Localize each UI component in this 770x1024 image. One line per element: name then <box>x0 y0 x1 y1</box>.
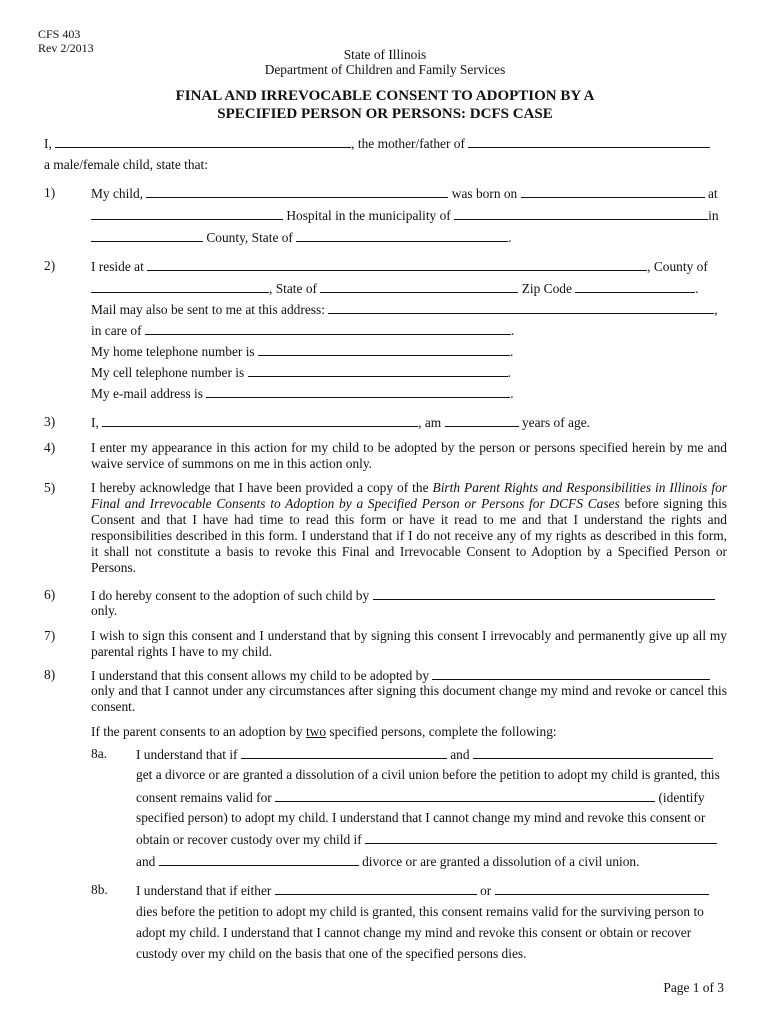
s1-line3 <box>91 229 512 246</box>
s8-two-b: specified persons, complete the following: <box>329 724 557 739</box>
county-state-label: County, State of <box>206 230 293 245</box>
s8-two-persons <box>91 724 557 740</box>
s2-line3 <box>91 301 718 318</box>
years-label: years of age. <box>521 415 590 430</box>
at-label: at <box>707 186 718 201</box>
parent-name-field-2[interactable] <box>102 414 418 427</box>
am-label: , am <box>418 415 442 430</box>
s8b-line2: dies before the petition to adopt my child is granted, this consent remains valid for the surviving person to <box>136 904 704 919</box>
intro-line1 <box>44 135 710 152</box>
section-5-number: 5) <box>44 480 56 495</box>
cell-phone-field[interactable] <box>248 364 508 377</box>
s3-i-label: I, <box>91 415 99 430</box>
s2-line1 <box>91 258 708 275</box>
section-3-number: 3) <box>44 414 56 429</box>
s8a-valid-for-label: consent remains valid for <box>136 790 272 805</box>
s8b-or-label: or <box>480 883 492 898</box>
section-8-number: 8) <box>44 667 56 682</box>
s8a-line5 <box>136 831 717 848</box>
intro-line2: a male/female child, state that: <box>44 157 208 172</box>
adoptive-person-field-2[interactable] <box>432 667 710 680</box>
child-name-field-2[interactable] <box>146 185 448 198</box>
s5-text-b: before signing this Consent and that I have had time to read this form or have it read to me and that I understand the rights and responsibilities described in this form. I understand that if I do not receive any of my rights as described in this form, it shall not constitute a basis to revoke this Final and Irrevocable Consent to Adoption by a Specified Person or Persons. <box>91 496 727 575</box>
s2-line6 <box>91 364 511 381</box>
section-8b-number: 8b. <box>91 882 108 897</box>
hospital-label: Hospital in the municipality of <box>286 208 451 223</box>
s6-only: only. <box>91 603 118 618</box>
s8-two-a: If the parent consents to an adoption by <box>91 724 303 739</box>
custody-person-2-field[interactable] <box>159 853 359 866</box>
state-of-label: , State of <box>269 281 317 296</box>
s3-line <box>91 414 590 431</box>
period: . <box>507 365 511 380</box>
zip-label: Zip Code <box>521 281 572 296</box>
reside-label: I reside at <box>91 259 144 274</box>
zip-code-field[interactable] <box>575 280 695 293</box>
in-label: in <box>708 208 719 223</box>
s1-line2 <box>91 207 719 224</box>
comma: , <box>714 302 718 317</box>
birth-county-field[interactable] <box>91 229 203 242</box>
email-label: My e-mail address is <box>91 386 203 401</box>
s2-line2 <box>91 280 699 297</box>
section-6-number: 6) <box>44 587 56 602</box>
parent-name-field[interactable] <box>55 135 351 148</box>
s8-line1 <box>91 667 710 684</box>
s8b-if-either-label: I understand that if either <box>136 883 272 898</box>
s8a-line3 <box>136 789 705 806</box>
s8a-line6 <box>136 853 639 870</box>
s1-line1 <box>91 185 718 202</box>
adoptive-person-field[interactable] <box>373 587 715 600</box>
s8a-line4: specified person) to adopt my child. I understand that I cannot change my mind and revoke this consent or <box>136 810 706 825</box>
s8b-line3: adopt my child. I understand that I cannot change my mind and revoke this consent or obtain or recover <box>136 925 692 940</box>
mail-address-label: Mail may also be sent to me at this address: <box>91 302 325 317</box>
s8-two-underlined: two <box>305 724 327 739</box>
s5-text-a: I hereby acknowledge that I have been provided a copy of the <box>91 480 429 495</box>
email-field[interactable] <box>206 385 510 398</box>
either-person-1-field[interactable] <box>275 882 477 895</box>
form-number: CFS 403 <box>38 27 81 41</box>
section-2-number: 2) <box>44 258 56 273</box>
intro-i-label: I, <box>44 136 52 151</box>
specified-person-2-field[interactable] <box>473 746 713 759</box>
my-child-label: My child, <box>91 186 144 201</box>
section-5-text <box>91 480 727 576</box>
specified-person-1-field[interactable] <box>241 746 447 759</box>
s8a-identify-label: (identify <box>658 790 705 805</box>
s8b-line4: custody over my child on the basis that one of the specified persons dies. <box>136 946 527 961</box>
s8a-if-label: I understand that if <box>136 747 238 762</box>
period: . <box>695 281 699 296</box>
birth-date-field[interactable] <box>521 185 705 198</box>
mother-father-label: , the mother/father of <box>351 136 465 151</box>
section-4-number: 4) <box>44 440 56 455</box>
home-phone-field[interactable] <box>258 343 510 356</box>
s8b-line1 <box>136 882 709 899</box>
section-1-number: 1) <box>44 185 56 200</box>
section-7-text: I wish to sign this consent and I understand that by signing this consent I irrevocably and permanently give up all my parental rights I have to my child. <box>91 628 727 659</box>
residence-county-field[interactable] <box>91 280 269 293</box>
mail-address-field[interactable] <box>328 301 714 314</box>
county-of-label: , County of <box>647 259 708 274</box>
department-name: Department of Children and Family Services <box>264 62 506 77</box>
period: . <box>508 230 512 245</box>
child-name-field[interactable] <box>468 135 710 148</box>
either-person-2-field[interactable] <box>495 882 709 895</box>
s8-line2: only and that I cannot under any circumstances after signing this document change my mind and revoke or cancel this consent. <box>91 683 727 714</box>
s8a-divorce-label: divorce or are granted a dissolution of a civil union. <box>362 854 640 869</box>
age-field[interactable] <box>445 414 519 427</box>
hospital-field[interactable] <box>91 207 283 220</box>
born-on-label: was born on <box>451 186 518 201</box>
residence-address-field[interactable] <box>147 258 647 271</box>
birth-state-field[interactable] <box>296 229 508 242</box>
s5-italic-title: Birth Parent Rights and Responsibilities in Illinois for Final and Irrevocable Consents to Adoption by a Specified Person or Persons for DCFS Cases <box>91 480 727 511</box>
section-8a-number: 8a. <box>91 746 107 761</box>
cell-phone-label: My cell telephone number is <box>91 365 245 380</box>
page-number: Page 1 of 3 <box>663 980 724 995</box>
period: . <box>510 344 514 359</box>
s8a-obtain-label: obtain or recover custody over my child if <box>136 832 362 847</box>
residence-state-field[interactable] <box>320 280 518 293</box>
s8a-line1 <box>136 746 713 763</box>
municipality-field[interactable] <box>454 207 708 220</box>
form-revision: Rev 2/2013 <box>38 41 94 55</box>
s2-line5 <box>91 343 513 360</box>
period: . <box>510 386 514 401</box>
s8a-and-label: and <box>450 747 470 762</box>
care-of-field[interactable] <box>145 322 511 335</box>
s6-consent-label: I do hereby consent to the adoption of such child by <box>91 588 370 603</box>
form-title-line1: FINAL AND IRREVOCABLE CONSENT TO ADOPTION BY A <box>175 88 595 104</box>
home-phone-label: My home telephone number is <box>91 344 255 359</box>
s2-line4 <box>91 322 514 339</box>
surviving-person-field[interactable] <box>275 789 655 802</box>
state-name: State of Illinois <box>343 47 427 62</box>
custody-person-1-field[interactable] <box>365 831 717 844</box>
form-title-line2: SPECIFIED PERSON OR PERSONS: DCFS CASE <box>217 106 553 122</box>
section-7-number: 7) <box>44 628 56 643</box>
s6-line1 <box>91 587 715 604</box>
care-of-label: in care of <box>91 323 142 338</box>
s8a-and2-label: and <box>136 854 156 869</box>
s2-line7 <box>91 385 514 402</box>
s8a-line2: get a divorce or are granted a dissolution of a civil union before the petition to adopt my child is granted, this <box>136 767 720 782</box>
s8-adopted-by-label: I understand that this consent allows my child to be adopted by <box>91 668 430 683</box>
section-4-text: I enter my appearance in this action for my child to be adopted by the person or persons specified herein by me and waive service of summons on me in this action only. <box>91 440 727 471</box>
period: . <box>510 323 515 338</box>
